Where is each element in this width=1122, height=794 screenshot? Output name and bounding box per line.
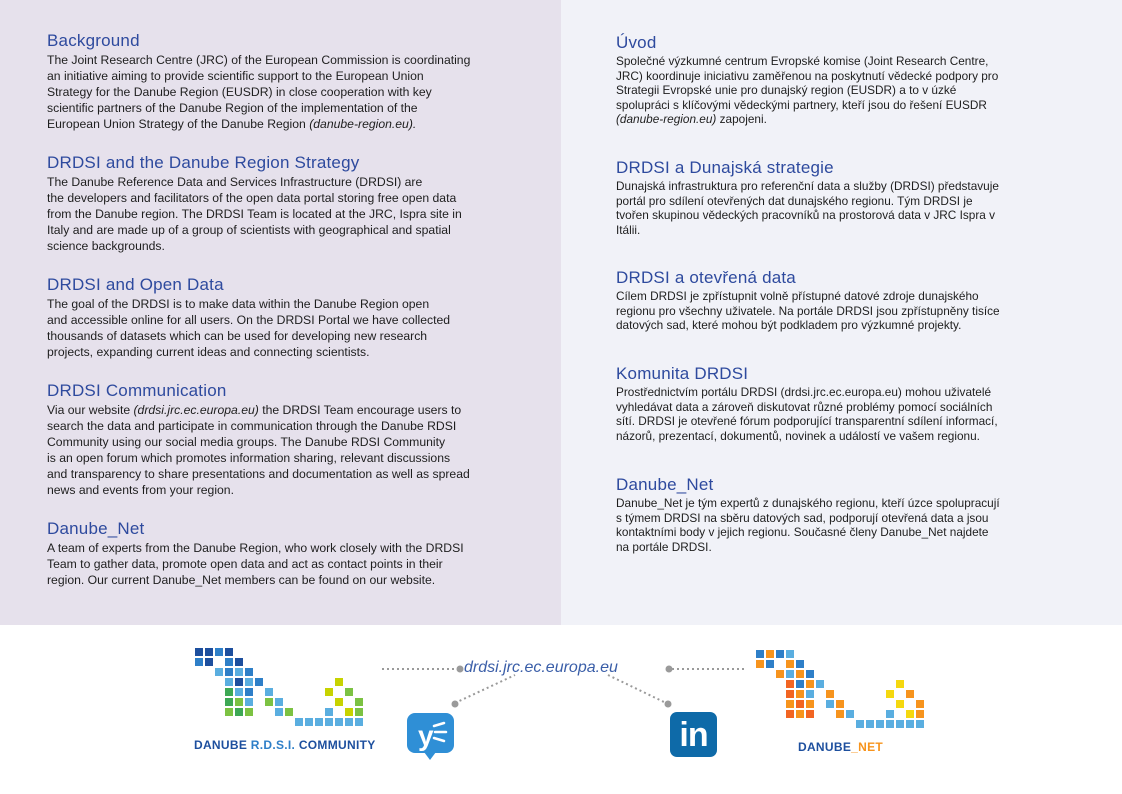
section-danube-net [47, 519, 547, 588]
section-body: Danube_Net je tým expertů z dunajského regionu, kteří úzce spolupracují s týmem DRDSI na sběru datových sad, podporují otevřená data a jsou kontaktními body v jejich regionu. Současné členy Danube_Net najdete na portále DRDSI. [616, 496, 1000, 554]
section-title: DRDSI and the Danube Region Strategy [47, 153, 360, 172]
danube-net-logo-icon[interactable] [755, 648, 931, 736]
section-uvod [616, 33, 1096, 127]
danube-region-link[interactable]: (danube-region.eu) [616, 112, 717, 127]
section-title: Background [47, 31, 140, 50]
section-title: DRDSI Communication [47, 381, 227, 400]
section-body: Cílem DRDSI je zpřístupnit volně přístupné datové zdroje dunajského regionu pro všechny uživatele. Na portále DRDSI jsou zpřístupněny tisíce datových sad, které mohou být podkladem pro výzkumné projekty. [616, 289, 1000, 333]
danube-region-link[interactable]: (danube-region.eu). [309, 117, 417, 131]
connector-line [608, 675, 666, 703]
connector-dot [666, 666, 673, 673]
section-danube-net-cz [616, 475, 1096, 554]
footer-url-link[interactable]: drdsi.jrc.ec.europa.eu [464, 659, 618, 676]
section-body: The Joint Research Centre (JRC) of the European Commission is coordinating an initiative aiming to provide scientific support to the European Union Strategy for the Danube Region (EUSDR) in close cooperation with key scientific partners of the Danube Region of the implementation of the European Union Strategy of the Danube Region (danube-region.eu). [47, 53, 471, 131]
section-background [47, 31, 547, 132]
linkedin-icon[interactable]: in [670, 712, 717, 757]
svg-text:y: y [418, 720, 434, 751]
section-body: A team of experts from the Danube Region, who work closely with the DRDSI Team to gather data, promote open data and act as contact points in their region. Our current Danube_Net members can be found on our website. [47, 541, 464, 587]
section-title: Komunita DRDSI [616, 364, 749, 383]
connector-line [455, 675, 515, 703]
yammer-icon [406, 712, 455, 761]
yammer-icon[interactable] [406, 712, 455, 761]
drdsi-website-link[interactable]: (drdsi.jrc.ec.europa.eu) [133, 403, 259, 417]
danube-net-logo-label: DANUBE_NET [798, 740, 884, 754]
section-drdsi-strategy [47, 153, 547, 254]
danube-rdsi-logo-label: DANUBE R.D.S.I. COMMUNITY [194, 738, 376, 752]
section-body: Via our website (drdsi.jrc.ec.europa.eu) the DRDSI Team encourage users to search the data and participate in communication through the Danube RDSI Community using our social media groups. The Danube RDSI Community is an open forum which promotes information sharing, relevant discussions and transparency to share presentations and documentation as well as spread news and events from your region. [47, 403, 470, 497]
section-drdsi-communication [47, 381, 547, 498]
section-title: DRDSI and Open Data [47, 275, 224, 294]
section-drdsi-dunajska-strategie [616, 158, 1096, 237]
connector-dot [665, 701, 672, 708]
section-body: Prostřednictvím portálu DRDSI (drdsi.jrc.ec.europa.eu) mohou uživatelé vyhledávat data a zároveň diskutovat různé problémy pomocí sociálních sítí. DRDSI je otevřené fórum podporující transparentní sdílení informací, názorů, prezentací, dokumentů, novinek a událostí ve vašem regionu. [616, 385, 998, 443]
section-body: Společné výzkumné centrum Evropské komise (Joint Research Centre, JRC) koordinuje iniciativu zaměřenou na poskytnutí vědecké podpory pro Strategii Evropské unie pro dunajský region (EUSDR) a to v úzké spolupráci s klíčovými vědeckými partnery, kteří jsou do řešení EUSDR (danube-region.eu) zapojeni. [616, 54, 999, 127]
section-drdsi-otevrena-data [616, 268, 1096, 333]
connector-dot [452, 701, 459, 708]
section-title: Danube_Net [47, 519, 145, 538]
section-title: DRDSI a otevřená data [616, 268, 796, 287]
connector-dot [457, 666, 464, 673]
section-title: Danube_Net [616, 475, 714, 494]
section-title: DRDSI a Dunajská strategie [616, 158, 834, 177]
section-body: Dunajská infrastruktura pro referenční data a služby (DRDSI) představuje portál pro sdílení otevřených dat dunajského regionu. Tým DRDSI je tvořen skupinou vědeckých pracovníků na prostorová data v JRC Ispra v Itálii. [616, 179, 999, 237]
danube-rdsi-logo-icon[interactable] [194, 646, 370, 734]
section-drdsi-open-data [47, 275, 547, 360]
section-body: The Danube Reference Data and Services Infrastructure (DRDSI) are the developers and facilitators of the open data portal storing free open data from the Danube region. The DRDSI Team is located at the JRC, Ispra site in Italy and are made up of a group of scientists with geographical and spatial science backgrounds. [47, 175, 462, 253]
section-title: Úvod [616, 33, 657, 52]
footer-connectors [0, 625, 1122, 794]
section-komunita-drdsi [616, 364, 1096, 443]
section-body: The goal of the DRDSI is to make data within the Danube Region open and accessible online for all users. On the DRDSI Portal we have collected thousands of datasets which can be used for developing new research projects, expanding current ideas and connecting scientists. [47, 297, 451, 359]
